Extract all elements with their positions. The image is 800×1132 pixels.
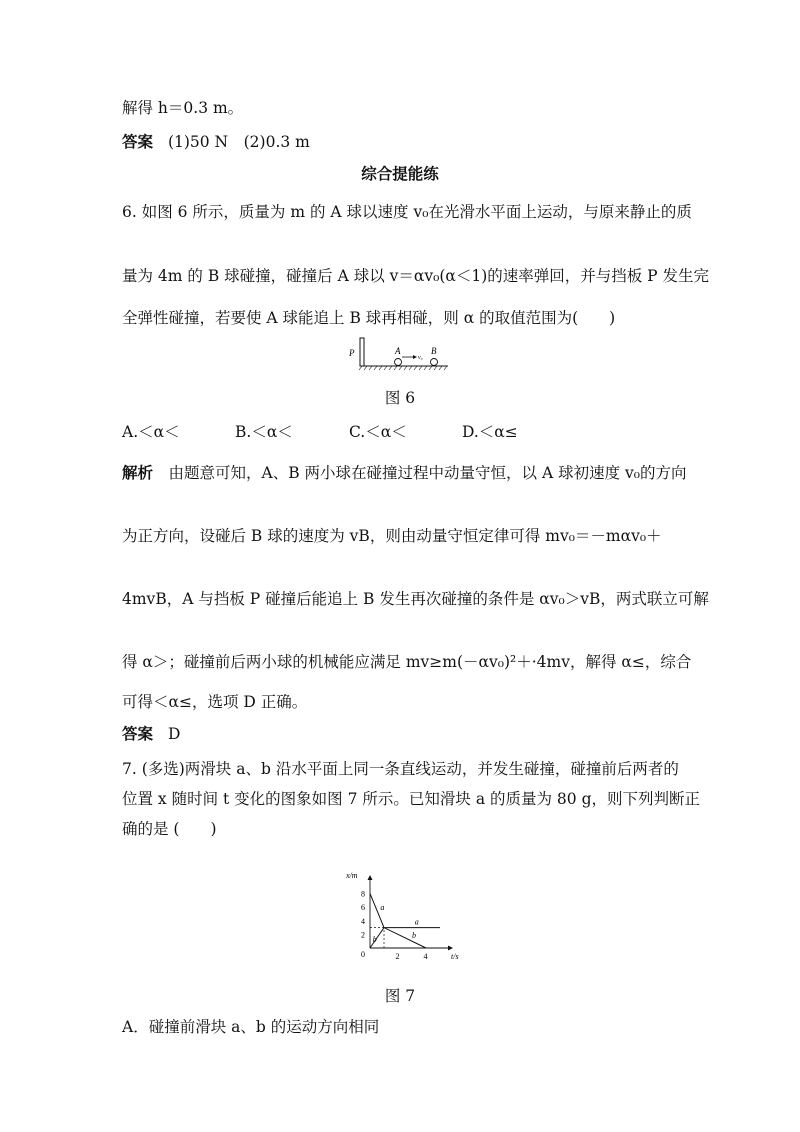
q7-line-2: 位置 x 随时间 t 变化的图象如图 7 所示。已知滑块 a 的质量为 80 g，则下列判断正 (122, 790, 700, 808)
solution-label: 解析 (122, 464, 154, 482)
q6-line-3: 全弹性碰撞，若要使 A 球能追上 B 球再相碰，则 α 的取值范围为( ) (122, 309, 616, 327)
velocity-label: v₀ (418, 355, 423, 361)
y-tick-label: 2 (361, 930, 365, 940)
solution-line-4: 得 α＞；碰撞前后两小球的机械能应满足 mv≥m(－αv₀)²＋·4mv，解得 α≤，综合 (122, 653, 692, 671)
q6-line-1: 6. 如图 6 所示，质量为 m 的 A 球以速度 v₀在光滑水平面上运动，与原来静止的质 (122, 203, 692, 221)
series-b-line (370, 928, 426, 948)
y-axis-label: x/m (346, 871, 358, 880)
y-tick-label: 8 (361, 889, 365, 899)
q6-option-c: C.＜α＜ (349, 423, 407, 441)
fig6-caption: 图 6 (384, 389, 416, 407)
ball-a-label: A (395, 346, 401, 356)
x-axis-label: t/s (451, 952, 459, 961)
answer-2 (122, 722, 180, 744)
q7-option-a: A．碰撞前滑块 a、b 的运动方向相同 (122, 1018, 380, 1036)
y-tick-label: 4 (361, 916, 365, 926)
solution-line-5: 可得＜α≤，选项 D 正确。 (122, 693, 308, 711)
x-axis-arrow (448, 946, 453, 951)
ball-a (395, 359, 402, 366)
q7-line-3: 确的是 ( ) (122, 820, 217, 838)
answer-text: (1)50 N (2)0.3 m (167, 133, 310, 151)
origin-label: 0 (361, 950, 365, 959)
x-tick-label: 4 (423, 952, 428, 961)
ball-b-label: B (431, 346, 437, 356)
series-a-label-far: a (414, 917, 419, 927)
solution-line-1 (122, 461, 686, 483)
answer-label-2: 答案 (122, 725, 154, 743)
q7-line-1: 7. (多选)两滑块 a、b 沿水平面上同一条直线运动，并发生碰撞，碰撞前后两者的 (122, 760, 679, 778)
y-tick-label: 6 (361, 903, 365, 913)
answer-text-2: D (167, 725, 181, 743)
answer-1 (122, 130, 310, 152)
answer-label: 答案 (122, 133, 154, 151)
q6-option-d: D.＜α≤ (462, 423, 518, 441)
velocity-arrowhead (413, 355, 417, 359)
series-a-label-near: a (380, 902, 385, 912)
q6-option-b: B.＜α＜ (235, 423, 293, 441)
figure-7-chart (338, 842, 468, 964)
figure-6 (345, 336, 455, 372)
wall-label: P (349, 348, 355, 358)
wall-p (360, 338, 364, 366)
section-title: 综合提能练 (361, 165, 439, 183)
q6-line-2: 量为 4m 的 B 球碰撞，碰撞后 A 球以 v＝αv₀(α＜1)的速率弹回，并与挡板 P 发生完 (122, 267, 710, 285)
solution-line-3: 4mvB，A 与挡板 P 碰撞后能追上 B 发生再次碰撞的条件是 αv₀＞vB，两式联立可解 (122, 590, 709, 608)
series-b-label-near: b (372, 934, 377, 944)
solution-line-2: 为正方向，设碰后 B 球的速度为 vB，则由动量守恒定律可得 mv₀＝－mαv₀＋ (122, 527, 662, 545)
ground-hatch (359, 366, 447, 370)
series-b-label-far: b (412, 930, 416, 940)
solution-result-line: 解得 h＝0.3 m。 (122, 99, 244, 117)
q6-option-a: A.＜α＜ (122, 423, 180, 441)
ball-b (431, 359, 438, 366)
x-tick-label: 2 (395, 952, 400, 961)
solution-text-1: 由题意可知，A、B 两小球在碰撞过程中动量守恒，以 A 球初速度 v₀的方向 (153, 464, 687, 482)
y-axis-arrow (368, 875, 373, 880)
fig7-caption: 图 7 (384, 987, 416, 1005)
